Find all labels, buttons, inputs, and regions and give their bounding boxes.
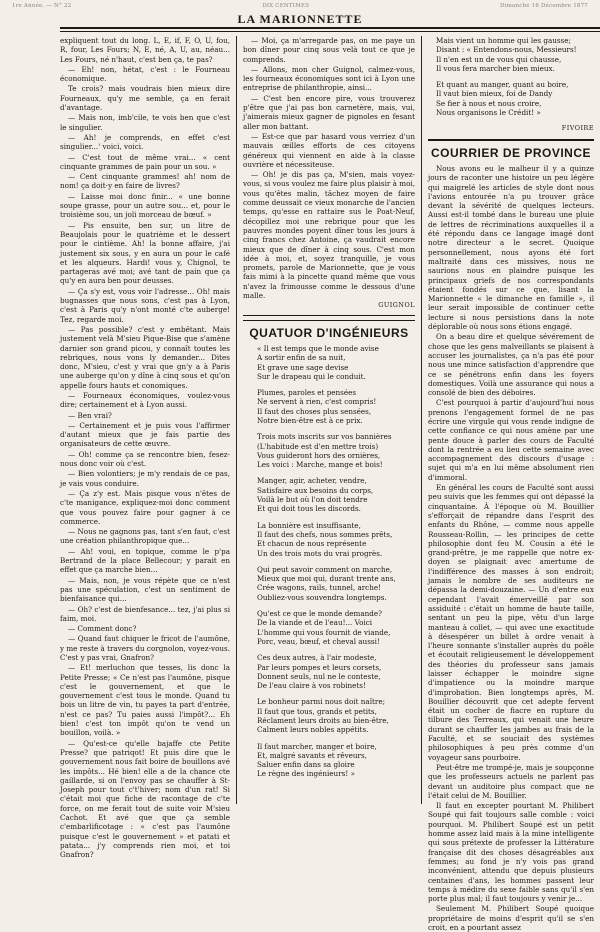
paragraph: — Cent cinquante grammes! ah! nom de nom! ça doit-y en faire de livres? bbox=[60, 172, 230, 191]
issue-date: Dimanche 16 Décembre 1877 bbox=[500, 3, 588, 9]
poem-line: Il faut marcher, manger et boire, bbox=[257, 741, 377, 751]
poem-line: Il n'en est un de vous qui chausse, bbox=[436, 54, 562, 64]
paragraph: — Nous ne gagnons pas, tant s'en faut, c'est une création philanthropique que... bbox=[60, 527, 230, 546]
poem-line: Calment leurs nobles appétits. bbox=[257, 725, 369, 735]
paragraph: — Et! merluchon que tesses, lis donc la Petite Presse; « Ce n'est pas l'aumône, pisque c'est le gouvernement, et que le gouvernement c'est tous le monde. Quand tu bois un litre de vin, tu payes ta part d'entrée, n'est ce pas? Tu paies aussi l'impôt?... Eh bien! c'est ton impôt qu'on te vend un bouillon, voilà. » bbox=[60, 663, 230, 738]
paragraph: — Ça z'y est. Mais pisque vous n'êtes de c'te manigance, expliquez-moi donc comment que vous pouvez faire pour gagner à ce commerce. bbox=[60, 488, 230, 526]
poem-continuation bbox=[436, 36, 594, 117]
paragraph: expliquent tout du long. L, E, if, F, O, U, fou, R, four, Les Fours; N, E, né, A, U, au, néau... Les Fours, né n'haut, c'est ben ça, te pas? bbox=[60, 36, 230, 64]
poem-stanza bbox=[436, 36, 594, 73]
paragraph: — Oh! comme ça se rencontre bien, fesez-nous donc voir où c'est. bbox=[60, 449, 230, 469]
poem-line: Et chacun de nous représente bbox=[257, 539, 367, 549]
poem-line: Réclament leurs droits au bien-être, bbox=[257, 716, 389, 725]
section-title: COURRIER DE PROVINCE bbox=[430, 145, 592, 160]
paragraph: — Mais non, imb'cile, te vois ben que c'est le singulier. bbox=[60, 113, 230, 132]
poem-line: Manger, agir, acheter, vendre, bbox=[257, 476, 367, 486]
poem-stanza bbox=[257, 609, 415, 646]
paragraph: — Pis ensuite, ben sur, un litre de Beaujolais pour le quatrième et le dessert pour le cintième. Ah! la bonne affaire, j'ai justement six sous, y en aura un pour le café et les alqueurs. Hardi! vous y, Chignol, te partageras avé moi; avé tant de pain que ça qu'y en aura ben pour deusses. bbox=[60, 220, 230, 286]
paragraph: — Ah! je comprends, en effet c'est singulier...' voici, voici. bbox=[60, 132, 230, 152]
poem-line: Voilà le but où l'on doit tendre bbox=[257, 495, 368, 505]
paragraph: Il faut en excepter pourtant M. Philibert Soupé qui fait toujours salle comble : voici pourquoi. M. Philibert Soupé est un petit homme assez laid mais à la mine intelligente qui sous prétexte de professer la Littérature française dit des choses désagréables aux femmes; au fond je n'y vois pas grand inconvénient, attendu que depuis plusieurs centaines d'ans, les hommes passent leur temps à médire du sexe faible sans qu'il s'en porte plus mal; il faut toujours y venir je... bbox=[428, 801, 594, 904]
paragraph: Seulement M. Philibert Soupé quoique propriétaire de moins d'esprit qu'il se s'en croit, en a pourtant assez bbox=[428, 904, 594, 932]
paragraph: — Ça s'y est, vous voir l'adresse... Oh! mais bugnasses que nous sons, c'est pas à Lyon, c'est à Paris qu'y n'ont monté c'te auberge! Tez, regarde moi. bbox=[60, 286, 230, 324]
column-divider bbox=[421, 36, 422, 804]
poem-line: Ne servent à rien, c'est compris! bbox=[257, 397, 377, 407]
poem-line: Oubliez-vous souvendra longtemps. bbox=[257, 592, 387, 602]
paragraph: — C'est ben encore pire, vous trouverez p'être que j'ai pas bon carnetère, mais, vui, j'aimerais mieux gagner de pignoles en fesant aller mon battant. bbox=[243, 93, 415, 131]
paragraph: — Oh! je dis pas ça, M'sien, mais voyez-vous, si vous voulez me faire plus plaisir à moi, vous qu'êtes malin, tâchez moyen de faire comme deussait ce vieux monarche de l'ancien temps, qu'esse en rattaire sus le Poat-Neuf, décopillez moi une rebrique pour que les pauvres mondes poyent dîner tous les jours à cinq francs chez Antoine, ça vaudrait encore mieux que de dîner à cinq sous. C'est mon idée à moi, et, soyez tranquille, je vous promets, parole de Marionnette, que je vous fais mimi à la pincette quand même que vous n'avez la frimousse comme le dessous d'une malle. bbox=[243, 170, 415, 301]
paragraph: Peut-être me trompé-je, mais je soupçonne que les professeurs actuels ne parlent pas devant un auditoire plus compact que ne l'était celui de M. Bouillier. bbox=[428, 762, 594, 800]
poem-line: Nous organisons le Crédit! » bbox=[436, 108, 541, 118]
issue-price: DIX CENTIMES bbox=[262, 3, 310, 9]
poem-stanza bbox=[257, 432, 415, 469]
poem-line: Par leurs pompes et leurs corsets, bbox=[257, 662, 382, 672]
poem-line: Donnent seuls, nul ne le conteste, bbox=[257, 671, 381, 681]
poem-line: Et quant au manger, quant au boire, bbox=[436, 80, 569, 90]
poem-line: Et grave une sage devise bbox=[257, 362, 349, 372]
poem-signature: FIVOIRE bbox=[561, 124, 594, 133]
poem-line: Il faut des choses plus sensées, bbox=[257, 406, 372, 416]
paragraph: — Fourneaux économiques, voulez-vous dire; certainement et à Lyon aussi. bbox=[60, 390, 230, 410]
poem-line: Se fier à nous et nous croire, bbox=[436, 98, 542, 108]
poem-line: Porc, veau, bœuf, et cheval aussi! bbox=[257, 636, 380, 646]
running-head bbox=[0, 0, 600, 12]
column-3 bbox=[428, 36, 594, 932]
poem-line: Vous guideront hors des ornières, bbox=[257, 450, 381, 460]
poem-line: « Il est temps que le monde avise bbox=[257, 343, 379, 353]
paragraph: — Ah! voui, en topique, comme le p'pa Bertrand de la place Bellecour; y parait en effet que ça marche bien... bbox=[60, 546, 230, 575]
masthead-title: LA MARIONNETTE bbox=[237, 12, 363, 26]
poem-line: Il vaut bien mieux, foi de Dandy bbox=[436, 89, 553, 99]
poem-line: Le bonheur parmi nous doit naître; bbox=[257, 697, 385, 707]
masthead-rule-thin bbox=[60, 31, 600, 32]
poem-line: Il faut des chefs, nous sommes prêts, bbox=[257, 529, 393, 539]
poem-stanza bbox=[257, 653, 415, 690]
poem-line: Sur le drapeau qui le conduit. bbox=[257, 371, 366, 381]
poem-stanza bbox=[257, 476, 415, 513]
poem-stanza bbox=[257, 565, 415, 602]
poem-line: Mieux que moi qui, durant trente ans, bbox=[257, 574, 396, 584]
poem-line: Il faut que tous, grands et petits, bbox=[257, 706, 377, 716]
paragraph: On a beau dire et quelque sévérement de chose que les gens malveillants se plaisent à accuser les journalistes, ça n'a pas été pour nous une mince satisfaction d'apprendre que ce se pénétrons enfin dans les foyers domestiques. Voilà une assurance qui nous a consolé de bien des déboires. bbox=[428, 332, 594, 398]
paragraph: — C'est tout de même vrai... « cent cinquante grammes de pain pour un sou. » bbox=[60, 152, 230, 171]
poem-line: Qu'est ce que le monde demande? bbox=[257, 609, 382, 619]
poem-line: Saluer enfin dans sa gloire bbox=[257, 760, 355, 770]
poem-line: Mais vient un homme qui les gausse; bbox=[436, 36, 571, 45]
poem-stanza bbox=[257, 742, 415, 779]
poem-stanza bbox=[257, 697, 415, 734]
poem-stanza bbox=[257, 388, 415, 425]
paragraph: — Oh? c'est de bienfesance... tez, j'ai plus si faim, moi. bbox=[60, 604, 230, 623]
section-rule bbox=[428, 139, 594, 141]
poem-line: Les voici : Marche, mange et bois! bbox=[257, 460, 383, 470]
column-divider bbox=[236, 36, 237, 804]
signature: GUIGNOL bbox=[378, 301, 415, 310]
paragraph: — Pas possible? c'est y embêtant. Mais justement velà M'sieu Pique-Bise que s'amène darnier son grand picou, y connaît toutes les rebriques, nous vons ly demander... Dites donc, M'sieu, c'est y vrai que gn'y a à Paris une auberge qu'on y dîne à cinq sous et qu'on appelle fours hauts et conomiques. bbox=[60, 324, 230, 390]
poem-line: Un des trois mots du vrai progrès. bbox=[257, 548, 383, 558]
paragraph: En général les cours de Faculté sont aussi peu suivis que les femmes qui ont dépassé la cinquantaine. À l'époque où M. Bouillier s'efforçait de répandre dans l'esprit des enfants du Rhône, — comme nous appelle Rousseau-Rollin, — les principes de cette philosophie dont feu M. Cousin a été le grand-prêtre, je me rappelle que notre ex-doyen se plaignait avec amertume de l'indifférence des masses à son endroit; jamais le nombre de ses auditeurs ne dépassa la demi-douzaine. — Un d'entre eux cependant l'avait émerveillé par son assiduité : c'était un homme de haute taille, sentant un peu la pipe, vêtu d'un large manteau à collet, — qui avec une exactitude à désespérer un billet à ordre venait à l'heure sonnante s'installer auprès du poêle et écoutait religieusement le développement des théories du professeur sans jamais laisser échapper le moindre signe d'impatience ou la moindre marque d'improbation. Bien longtemps après, M. Bouillier découvrit que cet adepte fervent était un cocher de fiacre en rupture du tilbure des Terreaux, qui venait une heure durant se chauffer les jambes au frais de la Faculté, et se souciait des systèmes philosophiques à peu près comme d'un voyageur sans pourboire. bbox=[428, 483, 594, 762]
poem-line: De la viande et de l'eau!... Voici bbox=[257, 618, 373, 628]
paragraph: — Eh! non, hétat, c'est : le Fourneau économique. bbox=[60, 64, 230, 84]
poem-line: Notre bien-être est à ce prix. bbox=[257, 415, 363, 425]
paragraph: — Comment donc? bbox=[68, 624, 137, 634]
column-1-dialogue bbox=[60, 36, 230, 860]
poem-stanza bbox=[257, 521, 415, 558]
poem-line: Satisfaire aux besoins du corps, bbox=[257, 485, 374, 495]
poem-line: Ces deux autres, à l'air modeste, bbox=[257, 653, 377, 663]
poem-line: Trois mots inscrits sur vos bannières bbox=[257, 432, 392, 442]
section-rule bbox=[243, 315, 415, 316]
poem-line: Et, malgré savants et rêveurs, bbox=[257, 750, 367, 760]
issue-number: 1re Année. — N° 22 bbox=[12, 3, 72, 9]
paragraph: — Ben vrai? bbox=[68, 410, 112, 420]
poem-line: Qui peut savoir comment on marche, bbox=[257, 564, 393, 574]
paragraph: — Quand faut chiquer le fricot de l'aumône, y me reste à travers du corgnolon, voyez-vous. C'est y pas vrai, Gnafron? bbox=[60, 634, 230, 662]
poem-title: QUATUOR D'INGÉNIEURS bbox=[249, 325, 409, 340]
paragraph: — Allons, mon cher Guignol, calmez-vous, les fourneaux économiques sont ici à Lyon une entreprise de philanthropie, ainsi... bbox=[243, 64, 415, 93]
paragraph: — Laisse moi donc finir... « une bonne soupe grasse, pour un autre sou... et, pour le troisième sou, un joli morceau de bœuf. » bbox=[60, 191, 230, 220]
poem-line: A sortir enfin de sa nuit, bbox=[257, 353, 346, 363]
paragraph: — Certainement et je puis vous l'affirmer d'autant mieux que je fais partie des organisateurs de cette œuvre. bbox=[60, 420, 230, 449]
paragraph: — Bien volontiers; je m'y rendais de ce pas, je vais vous conduire. bbox=[60, 469, 230, 488]
poem-line: La bonnière est insuffisante, bbox=[257, 520, 361, 530]
poem-line: Et qui doit tous les discords. bbox=[257, 504, 361, 514]
paragraph: — Mais, non, je vous répète que ce n'est pas une spéculation, c'est un sentiment de bienfaisance qui... bbox=[60, 575, 230, 604]
poem-line: Le règne des ingénieurs! » bbox=[257, 769, 355, 779]
poem-line: Plumes, paroles et pensées bbox=[257, 388, 357, 398]
paragraph: — Moi, ça m'arregarde pas, on me paye un bon dîner pour cinq sous velà tout ce que je comprends. bbox=[243, 36, 415, 64]
poem-line: De l'eau claire à vos robinets! bbox=[257, 681, 366, 691]
poem-line: Disant : « Entendons-nous, Messieurs! bbox=[436, 45, 577, 55]
paragraph: — Est-ce que par hasard vous verriez d'un mauvais œilles efforts de ces citoyens généreux qui viennent en aide à la classe ouvrière et nécessiteuse. bbox=[243, 131, 415, 169]
paragraph: Nous avons eu le malheur il y a quinze jours de raconter une histoire un peu légère qui maigrelé les articles de style dont nous l'avions entourée n'a pu trouver grâce devant la sévérité de quelques lecteurs. Aussi est-il tombé dans le bureau une pluie de lettres de récriminations auxquelles il a été répondu dans ce langage imagé dont notre directeur a le secret. Quoique personnellement, nous ayons été fort maltraité dans ces missives, nous ne saurions nous en plaindre puisque les principaux griefs de nos correspondants étaient fondés sur ce que, lisant la Marionnette « le dimanche en famille », il leur serait impossible de continuer cette lecture si nous persistions dans la note déplorable où nous sons étions engagé. bbox=[428, 163, 594, 332]
section-rule bbox=[243, 320, 415, 321]
paragraph: — Qu'est-ce qu'elle bajaffe cte Petite Presse? que patriqot! Et puis dire que le gouvernement nous fait boire de bouillons avé les impôts... Hé bien! elle a de la chance cte gaillarde, si on l'envoy pas se chauffer à St-Joseph pour tout c't'hiver; nom d'un rat! Si c'était moi que fiche de racontage de c'te force, on me ferait tout de suite voir M'sieu Cachot. Et avé que que ça semble c'embarlificotage : « c'est pas l'aumône puisque c'est le gouvernement » et patati et patata... j'y comprends rien moi, et toi Gnafron? bbox=[60, 738, 230, 860]
poem-line: Il vous fera marcher bien mieux. bbox=[436, 63, 555, 73]
paragraph: C'est pourquoi à partir d'aujourd'hui nous prenons l'engagement formel de ne pas écrire une virgule qui vous rende indigne de cette confiance ce qui nous amène par une pente douce à parler des cours de Faculté dont la rentrée a eu lieu cette semaine avec accompagnement des discours d'usage : sujet qui m'a en lui même absolument rien d'immoral. bbox=[428, 398, 594, 482]
poem-line: (L'habitude est d'en mettre trois) bbox=[257, 441, 379, 451]
masthead-rule bbox=[60, 27, 600, 29]
poem-stanza bbox=[436, 80, 594, 117]
column-2 bbox=[243, 36, 415, 804]
paragraph: Te crois? mais voudrais bien mieux dire Fourneaux, qu'y me semble, ça en ferait d'avantage. bbox=[60, 84, 230, 113]
poem-line: Crée wagons, rails, tunnel, arche! bbox=[257, 583, 381, 593]
poem-stanza bbox=[257, 344, 415, 381]
poem bbox=[257, 344, 415, 779]
poem-line: L'homme qui vous fournit de viande, bbox=[257, 627, 391, 637]
